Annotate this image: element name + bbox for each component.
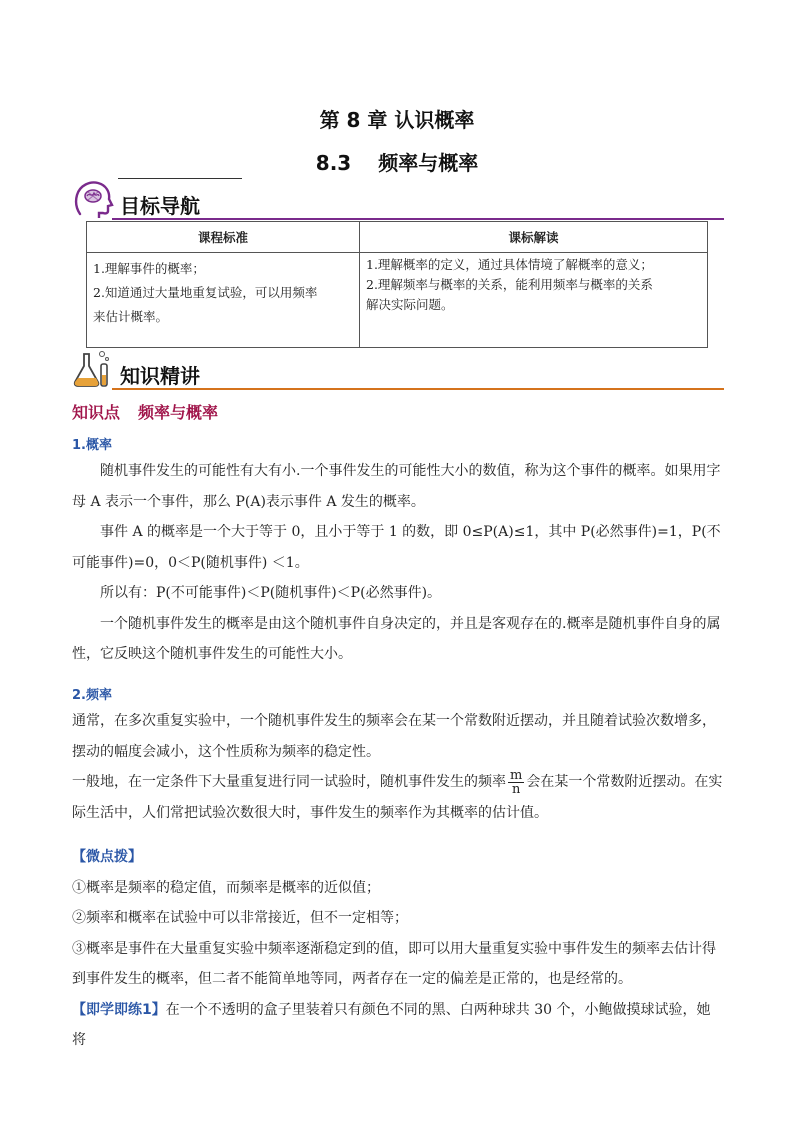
standard-line: 来估计概率。 [93, 309, 169, 324]
goal-table-cell-standard [87, 253, 360, 348]
goal-table-header-interpretation: 课标解读 [360, 222, 708, 253]
interpretation-line: 1.理解概率的定义，通过具体情境了解概率的意义； [366, 257, 653, 272]
tip-section [72, 842, 724, 1056]
fraction-m-over-n: $\frac{m}{n}$ [510, 767, 523, 797]
interpretation-line: 解决实际问题。 [366, 297, 454, 312]
tip-item: ③概率是事件在大量重复实验中频率逐渐稳定到的值，即可以用大量重复实验中事件发生的频率去估计得到事件发生的概率，但二者不能简单地等同，两者存在一定的偏差是正常的，也是经常的。 [72, 940, 716, 987]
probability-heading: 1.概率 [72, 438, 112, 453]
goal-table [86, 221, 708, 348]
frequency-heading: 2.频率 [72, 688, 112, 703]
knowledge-point-title [72, 400, 218, 423]
practice-text: 在一个不透明的盒子里装着只有颜色不同的黑、白两种球共 30 个，小鲍做摸球试验，她将 [72, 1001, 711, 1048]
standard-line: 2.知道通过大量地重复试验，可以用频率 [93, 285, 318, 300]
tip-label: 【微点拨】 [72, 849, 142, 865]
goal-banner [72, 178, 724, 222]
section-title: 8.3 频率与概率 [315, 151, 479, 175]
interpretation-line: 2.理解频率与概率的关系，能利用频率与概率的关系 [366, 277, 653, 292]
chapter-title: 第 8 章 认识概率 [319, 108, 475, 132]
paragraph: 事件 A 的概率是一个大于等于 0，且小于等于 1 的数，即 0≤P(A)≤1，其中 P(必然事件)=1，P(不可能事件)=0，0＜P(随机事件) ＜1。 [72, 524, 721, 571]
goal-table-cell-interpretation [360, 253, 708, 348]
standard-line: 1.理解事件的概率； [93, 261, 205, 276]
probability-section [72, 456, 724, 670]
practice-label: 【即学即练1】 [72, 1001, 166, 1018]
lab-flask-icon [72, 348, 114, 388]
knowledge-banner [72, 348, 724, 392]
paragraph: 一个随机事件发生的概率是由这个随机事件自身决定的，并且是客观存在的.概率是随机事件自身的属性，它反映这个随机事件发生的可能性大小。 [72, 615, 721, 662]
goal-table-header-standard: 课程标准 [87, 222, 360, 253]
knowledge-banner-label: 知识精讲 [120, 364, 200, 388]
paragraph: 一般地，在一定条件下大量重复进行同一试验时，随机事件发生的频率 $\frac{m}{n}$ 会在某一个常数附近摆动。在实际生活中，人们常把试验次数很大时，事件发生的频率作为其概率的估计值。 [72, 767, 723, 821]
goal-banner-rule [112, 218, 724, 220]
head-brain-icon [72, 178, 114, 218]
knowledge-point-name: 频率与概率 [138, 403, 219, 422]
paragraph: 通常，在多次重复实验中，一个随机事件发生的频率会在某一个常数附近摆动，并且随着试验次数增多，摆动的幅度会减小，这个性质称为频率的稳定性。 [72, 713, 716, 760]
tip-item: ②频率和概率在试验中可以非常接近，但不一定相等； [72, 910, 408, 926]
paragraph: 随机事件发生的可能性有大有小.一个事件发生的可能性大小的数值，称为这个事件的概率。如果用字母 A 表示一个事件，那么 P(A)表示事件 A 发生的概率。 [72, 463, 721, 510]
tip-item: ①概率是频率的稳定值，而频率是概率的近似值； [72, 879, 380, 896]
practice-item [72, 995, 724, 1056]
knowledge-point-label: 知识点 [72, 403, 121, 422]
frequency-section [72, 706, 724, 828]
knowledge-banner-rule [112, 388, 724, 390]
goal-banner-label: 目标导航 [120, 194, 200, 218]
banner-overline [118, 178, 242, 179]
paragraph: 所以有：P(不可能事件)＜P(随机事件)＜P(必然事件)。 [100, 585, 442, 601]
